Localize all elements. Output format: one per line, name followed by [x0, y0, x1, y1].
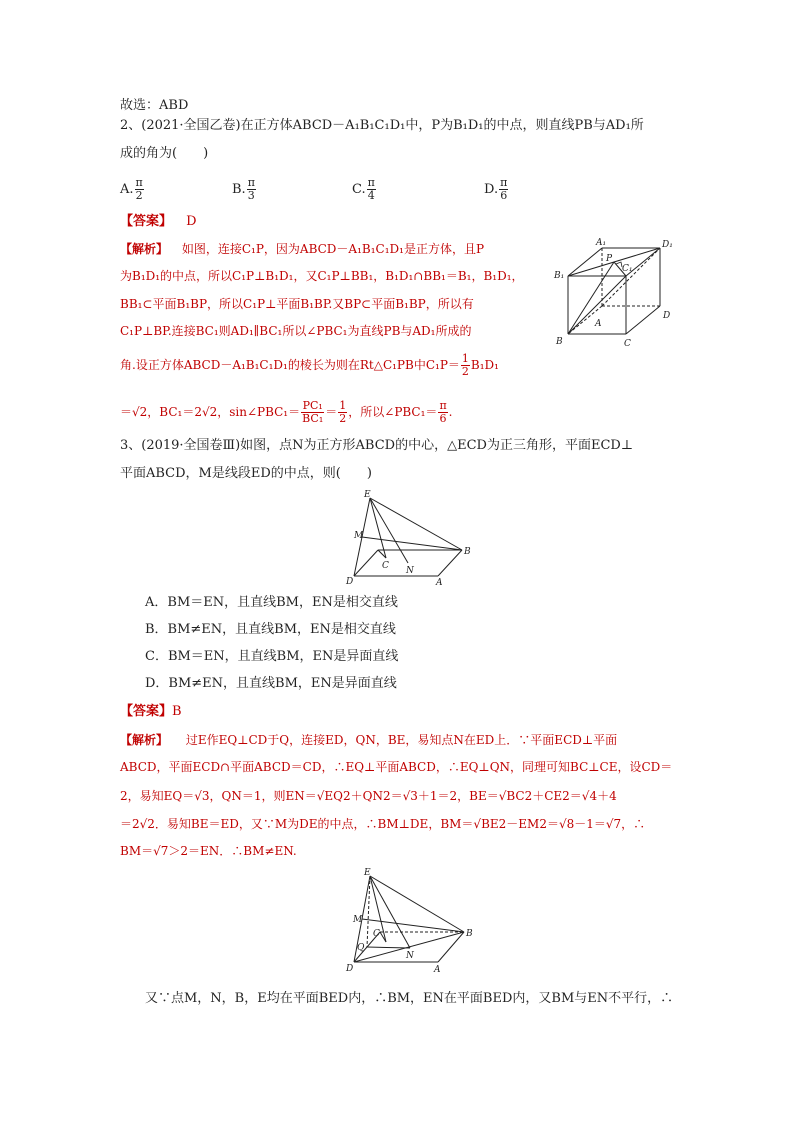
q2-analysis-line3: BB₁⊂平面B₁BP，所以C₁P⊥平面B₁BP.又BP⊂平面B₁BP，所以有: [120, 297, 474, 311]
pyr2-label-7: A: [434, 965, 441, 975]
q3-analysis-line2: ABCD，平面ECD∩平面ABCD＝CD，∴EQ⊥平面ABCD，∴EQ⊥QN，同理可知BC⊥CE，设CD＝: [120, 760, 673, 774]
q3-analysis-line4: ＝2√2．易知BE＝ED，又∵M为DE的中点，∴BM⊥DE，BM＝√BE2－EM2＝√8－1＝√7，∴: [120, 817, 646, 831]
pyramid-figure: [342, 488, 482, 588]
q3-option-d: D．BM≠EN，且直线BM，EN是异面直线: [145, 676, 397, 691]
pyr2-label-5: B: [466, 929, 473, 939]
cube-label-8: C: [624, 339, 631, 349]
pyramid-figure-2: [340, 866, 485, 976]
cube-label-3: P: [606, 254, 613, 264]
pyr-label-4: B: [464, 547, 471, 557]
pyr2-label-3: Q: [357, 943, 365, 953]
pyr2-label-1: M: [353, 915, 363, 925]
cube-label-0: A₁: [596, 238, 607, 248]
cube-label-4: C₁: [622, 264, 633, 274]
pyr2-label-6: D: [346, 964, 354, 974]
q2-analysis-line6: ＝√2，BC₁＝2√2，sin∠PBC₁＝ $\frac{\text{PC₁}}{\text{BC₁}}$ ＝ $\frac{1}{2}$ ，所以∠PBC₁＝ $\frac{\pi}{6}$ .: [120, 399, 453, 425]
q3-stem-line2: 平面ABCD，M是线段ED的中点，则( ): [120, 466, 372, 481]
q2-option-b: B. $\frac{\pi}{3}$: [232, 176, 255, 202]
pyr2-label-4: N: [406, 951, 414, 961]
pyr-label-2: C: [382, 561, 389, 571]
q3-option-c: C．BM＝EN，且直线BM，EN是异面直线: [145, 649, 399, 664]
cube-label-7: B: [556, 337, 563, 347]
q3-analysis-tag: 【解析】: [120, 733, 169, 747]
pyr-label-1: M: [354, 531, 364, 541]
cube-label-2: B₁: [554, 271, 565, 281]
cube-label-5: A: [595, 319, 602, 329]
cube-label-1: D₁: [662, 240, 673, 250]
q2-option-d: D. $\frac{\pi}{6}$: [484, 176, 508, 202]
q3-answer-row: [120, 703, 182, 721]
q2-answer-value: D: [186, 214, 197, 229]
pyr2-label-0: E: [364, 868, 371, 878]
pyr-label-6: A: [436, 578, 443, 588]
q3-last-line: 又∵点M，N，B，E均在平面BED内，∴BM，EN在平面BED内，又BM与EN不平行，∴: [145, 991, 674, 1006]
previous-answer: 故选：ABD: [120, 98, 189, 113]
q3-analysis-line3: 2，易知EQ＝√3，QN＝1，则EN＝√EQ2＋QN2＝√3＋1＝2，BE＝√BC2＋CE2＝√4＋4: [120, 789, 617, 803]
q3-answer-tag: 【答案】: [120, 704, 173, 719]
q3-analysis-line5: BM＝√7＞2＝EN．∴BM≠EN.: [120, 844, 297, 858]
q2-stem-line1: 2、(2021·全国乙卷)在正方体ABCD－A₁B₁C₁D₁中，P为B₁D₁的中点，则直线PB与AD₁所: [120, 118, 644, 133]
pyr2-label-2: C: [373, 929, 380, 939]
pyr-label-0: E: [364, 490, 371, 500]
pyr-label-3: N: [406, 566, 414, 576]
q2-option-a: A. $\frac{\pi}{2}$: [120, 176, 143, 202]
pyr-label-5: D: [346, 577, 354, 587]
q2-analysis-line1: 【解析】 如图，连接C₁P，因为ABCD－A₁B₁C₁D₁是正方体，且P: [120, 242, 485, 256]
q2-answer-row: [120, 213, 197, 231]
q2-analysis-line4: C₁P⊥BP.连接BC₁则AD₁∥BC₁所以∠PBC₁为直线PB与AD₁所成的: [120, 324, 472, 338]
q3-option-a: A．BM＝EN，且直线BM，EN是相交直线: [145, 595, 398, 610]
q2-analysis-line5: 角.设正方体ABCD－A₁B₁C₁D₁的棱长为则在Rt△C₁PB中C₁P＝ $\frac{1}{2}$ B₁D₁: [120, 352, 499, 378]
q2-answer-tag: 【答案】: [120, 214, 173, 229]
q2-analysis-line2: 为B₁D₁的中点，所以C₁P⊥B₁D₁，又C₁P⊥BB₁，B₁D₁∩BB₁＝B₁，B₁D₁，: [120, 269, 524, 283]
q3-option-b: B．BM≠EN，且直线BM，EN是相交直线: [145, 622, 396, 637]
q2-option-c: C. $\frac{\pi}{4}$: [352, 176, 375, 202]
q3-answer-value: B: [172, 704, 182, 719]
q3-stem-line1: 3、(2019·全国卷Ⅲ)如图，点N为正方形ABCD的中心，△ECD为正三角形，平面ECD⊥: [120, 438, 634, 453]
cube-label-6: D: [663, 311, 671, 321]
q2-stem-line2: 成的角为( ): [120, 146, 209, 161]
q3-analysis-line1: 【解析】 过E作EQ⊥CD于Q，连接ED，QN，BE，易知点N在ED上．∵平面ECD⊥平面: [120, 733, 618, 747]
cube-figure: [550, 236, 680, 351]
q2-analysis-tag: 【解析】: [120, 242, 169, 256]
